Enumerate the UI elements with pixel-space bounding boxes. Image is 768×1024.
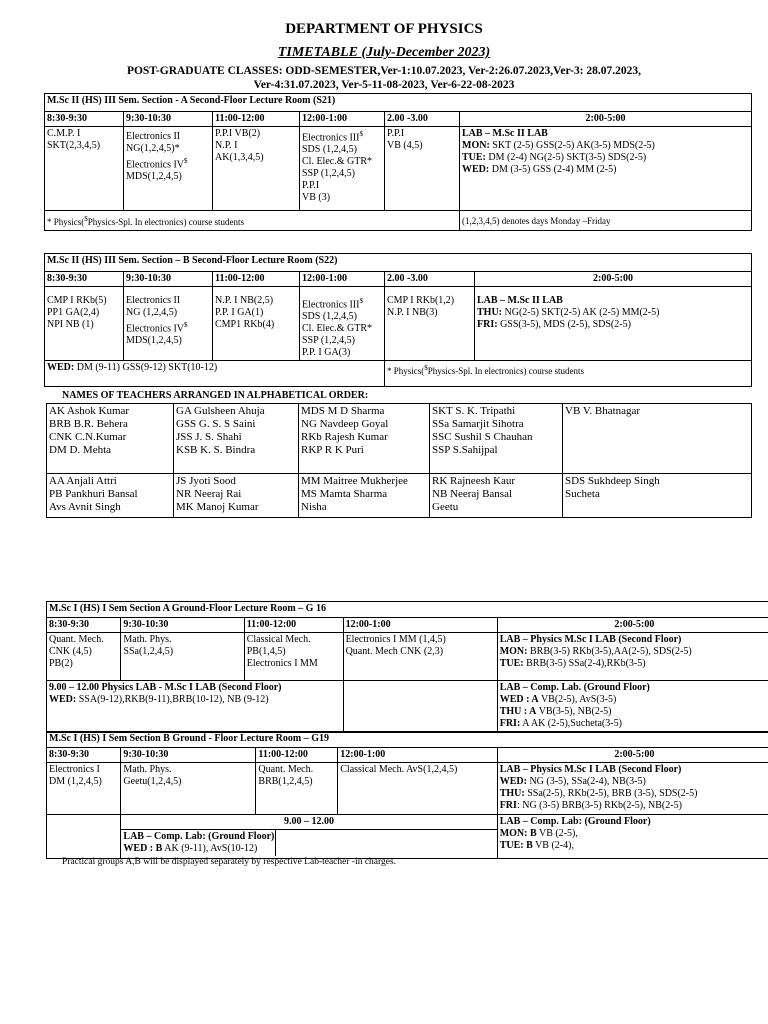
comp-lab-time: 9.00 – 12.00 (121, 815, 496, 830)
comp-lab-cell: LAB – Comp. Lab: (Ground Floor) MON: B VB (2-5), TUE: B VB (2-4), (497, 815, 768, 859)
col-header: 12:00-1:00 (300, 272, 385, 287)
teacher-cell: GA Gulsheen Ahuja GSS G. S. S Saini JSS J. S. Shahi KSB K. S. Bindra (174, 404, 299, 474)
lab-cell: LAB – M.Sc II LAB MON: SKT (2-5) GSS(2-5) AK(3-5) MDS(2-5) TUE: DM (2-4) NG(2-5) SKT(3-5) SDS(2-5) WED: DM (3-5) GSS (2-4) MM (2-5) (460, 127, 752, 211)
table-title: M.Sc II (HS) III Sem. Section – B Second-Floor Lecture Room (S22) (45, 254, 752, 272)
cell: Math. Phys. SSa(1,2,4,5) (121, 633, 244, 681)
comp-lab-title: LAB – Comp. Lab: (Ground Floor) (123, 831, 275, 842)
teacher-cell: RK Rajneesh Kaur NB Neeraj Bansal Geetu (430, 474, 563, 518)
teachers-table (46, 403, 752, 518)
footnote-cell: * Physics($Physics-Spl. In electronics) course students (385, 361, 752, 387)
teacher-cell: MM Maitree Mukherjee MS Mamta Sharma Nisha (299, 474, 430, 518)
cell: Math. Phys. Geetu(1,2,4,5) (121, 763, 256, 815)
lab-cell: LAB – Physics M.Sc I LAB (Second Floor) WED: NG (3-5), SSa(2-4), NB(3-5) THU: SSa(2-5), RKb(2-5), BRB (3-5), SDS(2-5) FRI: NG (3-5) BRB(3-5) RKb(2-5), NB(2-5) (497, 763, 768, 815)
teachers-heading: NAMES OF TEACHERS ARRANGED IN ALPHABETICAL ORDER: (62, 390, 369, 401)
cell: Electronics I DM (1,2,4,5) (47, 763, 121, 815)
practical-groups-note: Practical groups A,B will be displayed separately by respective Lab-teacher -in charges. (62, 857, 397, 867)
cell: Quant. Mech. BRB(1,2,4,5) (256, 763, 338, 815)
col-header: 9:30-10:30 (121, 748, 256, 763)
teacher-cell: JS Jyoti Sood NR Neeraj Rai MK Manoj Kumar (174, 474, 299, 518)
teacher-cell: MDS M D Sharma NG Navdeep Goyal RKb Rajesh Kumar RKP R K Puri (299, 404, 430, 474)
version-line-1: POST-GRADUATE CLASSES: ODD-SEMESTER,Ver-1:10.07.2023, Ver-2:26.07.2023,Ver-3: 28.07.2023, (126, 65, 642, 77)
footnote-cell: (1,2,3,4,5) denotes days Monday –Friday (460, 211, 752, 231)
cell: Electronics III$ SDS (1,2,4,5) Cl. Elec.& GTR* SSP (1,2,4,5) P.P. I GA(3) (300, 287, 385, 361)
col-header: 8:30-9:30 (47, 618, 121, 633)
table-title: M.Sc I (HS) I Sem Section A Ground-Floor Lecture Room – G 16 (47, 602, 768, 618)
col-header: 2.00 -3.00 (385, 272, 475, 287)
col-header: 9:30-10:30 (124, 112, 213, 127)
cell (343, 681, 497, 733)
timetable-msc1-sec-b (46, 731, 768, 859)
timetable-title: TIMETABLE (July-December 2023) (277, 45, 491, 60)
col-header: 2:00-5:00 (497, 748, 768, 763)
col-header: 8:30-9:30 (47, 748, 121, 763)
col-header: 8:30-9:30 (45, 112, 124, 127)
cell: Classical Mech. AvS(1,2,4,5) (338, 763, 497, 815)
col-header: 9:30-10:30 (121, 618, 244, 633)
col-header: 11:00-12:00 (213, 272, 300, 287)
cell: CMP I RKb(5) PP1 GA(2,4) NPI NB (1) (45, 287, 124, 361)
col-header: 11:00-12:00 (244, 618, 343, 633)
timetable-msc1-sec-a (46, 601, 768, 733)
col-header: 12:00-1:00 (338, 748, 497, 763)
col-header: 2:00-5:00 (460, 112, 752, 127)
cell: C.M.P. I SKT(2,3,4,5) (45, 127, 124, 211)
teacher-cell: SDS Sukhdeep Singh Sucheta (563, 474, 752, 518)
lab-cell: LAB – Physics M.Sc I LAB (Second Floor) MON: BRB(3-5) RKb(3-5),AA(2-5), SDS(2-5) TUE: BRB(3-5) SSa(2-4),RKb(3-5) (497, 633, 768, 681)
wed-lab-cell: WED: DM (9-11) GSS(9-12) SKT(10-12) (45, 361, 385, 387)
teacher-cell: AA Anjali Attri PB Pankhuri Bansal Avs Avnit Singh (47, 474, 174, 518)
col-header: 9:30-10:30 (124, 272, 213, 287)
table-title: M.Sc I (HS) I Sem Section B Ground - Floor Lecture Room – G19 (47, 732, 768, 748)
comp-lab-wed: WED : B AK (9-11), AvS(10-12) (123, 843, 258, 854)
footnote-cell: * Physics($Physics-Spl. In electronics) course students (45, 211, 460, 231)
cell: CMP I RKb(1,2) N.P. I NB(3) (385, 287, 475, 361)
col-header: 12:00-1:00 (343, 618, 497, 633)
teacher-cell: AK Ashok Kumar BRB B.R. Behera CNK C.N.Kumar DM D. Mehta (47, 404, 174, 474)
cell: Electronics III$ SDS (1,2,4,5) Cl. Elec.& GTR* SSP (1,2,4,5) P.P.I VB (3) (300, 127, 385, 211)
cell: P.P.I VB (4,5) (385, 127, 460, 211)
cell: Quant. Mech. CNK (4,5) PB(2) (47, 633, 121, 681)
cell (47, 815, 121, 859)
teacher-cell: VB V. Bhatnagar (563, 404, 752, 474)
col-header: 2:00-5:00 (475, 272, 752, 287)
table-title: M.Sc II (HS) III Sem. Section - A Second-Floor Lecture Room (S21) (45, 94, 752, 112)
cell: P.P.I VB(2) N.P. I AK(1,3,4,5) (213, 127, 300, 211)
comp-lab-cell: LAB – Comp. Lab. (Ground Floor) WED : A VB(2-5), AvS(3-5) THU : A VB(3-5), NB(2-5) FRI: A AK (2-5),Sucheta(3-5) (497, 681, 768, 733)
cell: N.P. I NB(2,5) P.P. I GA(1) CMP1 RKb(4) (213, 287, 300, 361)
timetable-sec-a (44, 93, 752, 231)
lab-cell: LAB – M.Sc II LAB THU: NG(2-5) SKT(2-5) AK (2-5) MM(2-5) FRI: GSS(3-5), MDS (2-5), SDS(2-5) (475, 287, 752, 361)
col-header: 2:00-5:00 (497, 618, 768, 633)
col-header: 12:00-1:00 (300, 112, 385, 127)
cell: Electronics II NG (1,2,4,5) Electronics IV$ MDS(1,2,4,5) (124, 287, 213, 361)
cell: Electronics II NG(1,2,4,5)* Electronics IV$ MDS(1,2,4,5) (124, 127, 213, 211)
col-header: 2.00 -3.00 (385, 112, 460, 127)
comp-lab-cell (121, 815, 497, 859)
col-header: 11:00-12:00 (213, 112, 300, 127)
version-line-2: Ver-4:31.07.2023, Ver-5-11-08-2023, Ver-6-22-08-2023 (253, 79, 515, 91)
cell: Classical Mech. PB(1,4,5) Electronics I MM (244, 633, 343, 681)
col-header: 11:00-12:00 (256, 748, 338, 763)
timetable-sec-b (44, 253, 752, 387)
department-title: DEPARTMENT OF PHYSICS (285, 21, 483, 37)
cell: Electronics I MM (1,4,5) Quant. Mech CNK (2,3) (343, 633, 497, 681)
col-header: 8:30-9:30 (45, 272, 124, 287)
physics-lab-cell: 9.00 – 12.00 Physics LAB - M.Sc I LAB (Second Floor) WED: SSA(9-12),RKB(9-11),BRB(10-12), NB (9-12) (47, 681, 344, 733)
teacher-cell: SKT S. K. Tripathi SSa Samarjit Sihotra SSC Sushil S Chauhan SSP S.Sahijpal (430, 404, 563, 474)
